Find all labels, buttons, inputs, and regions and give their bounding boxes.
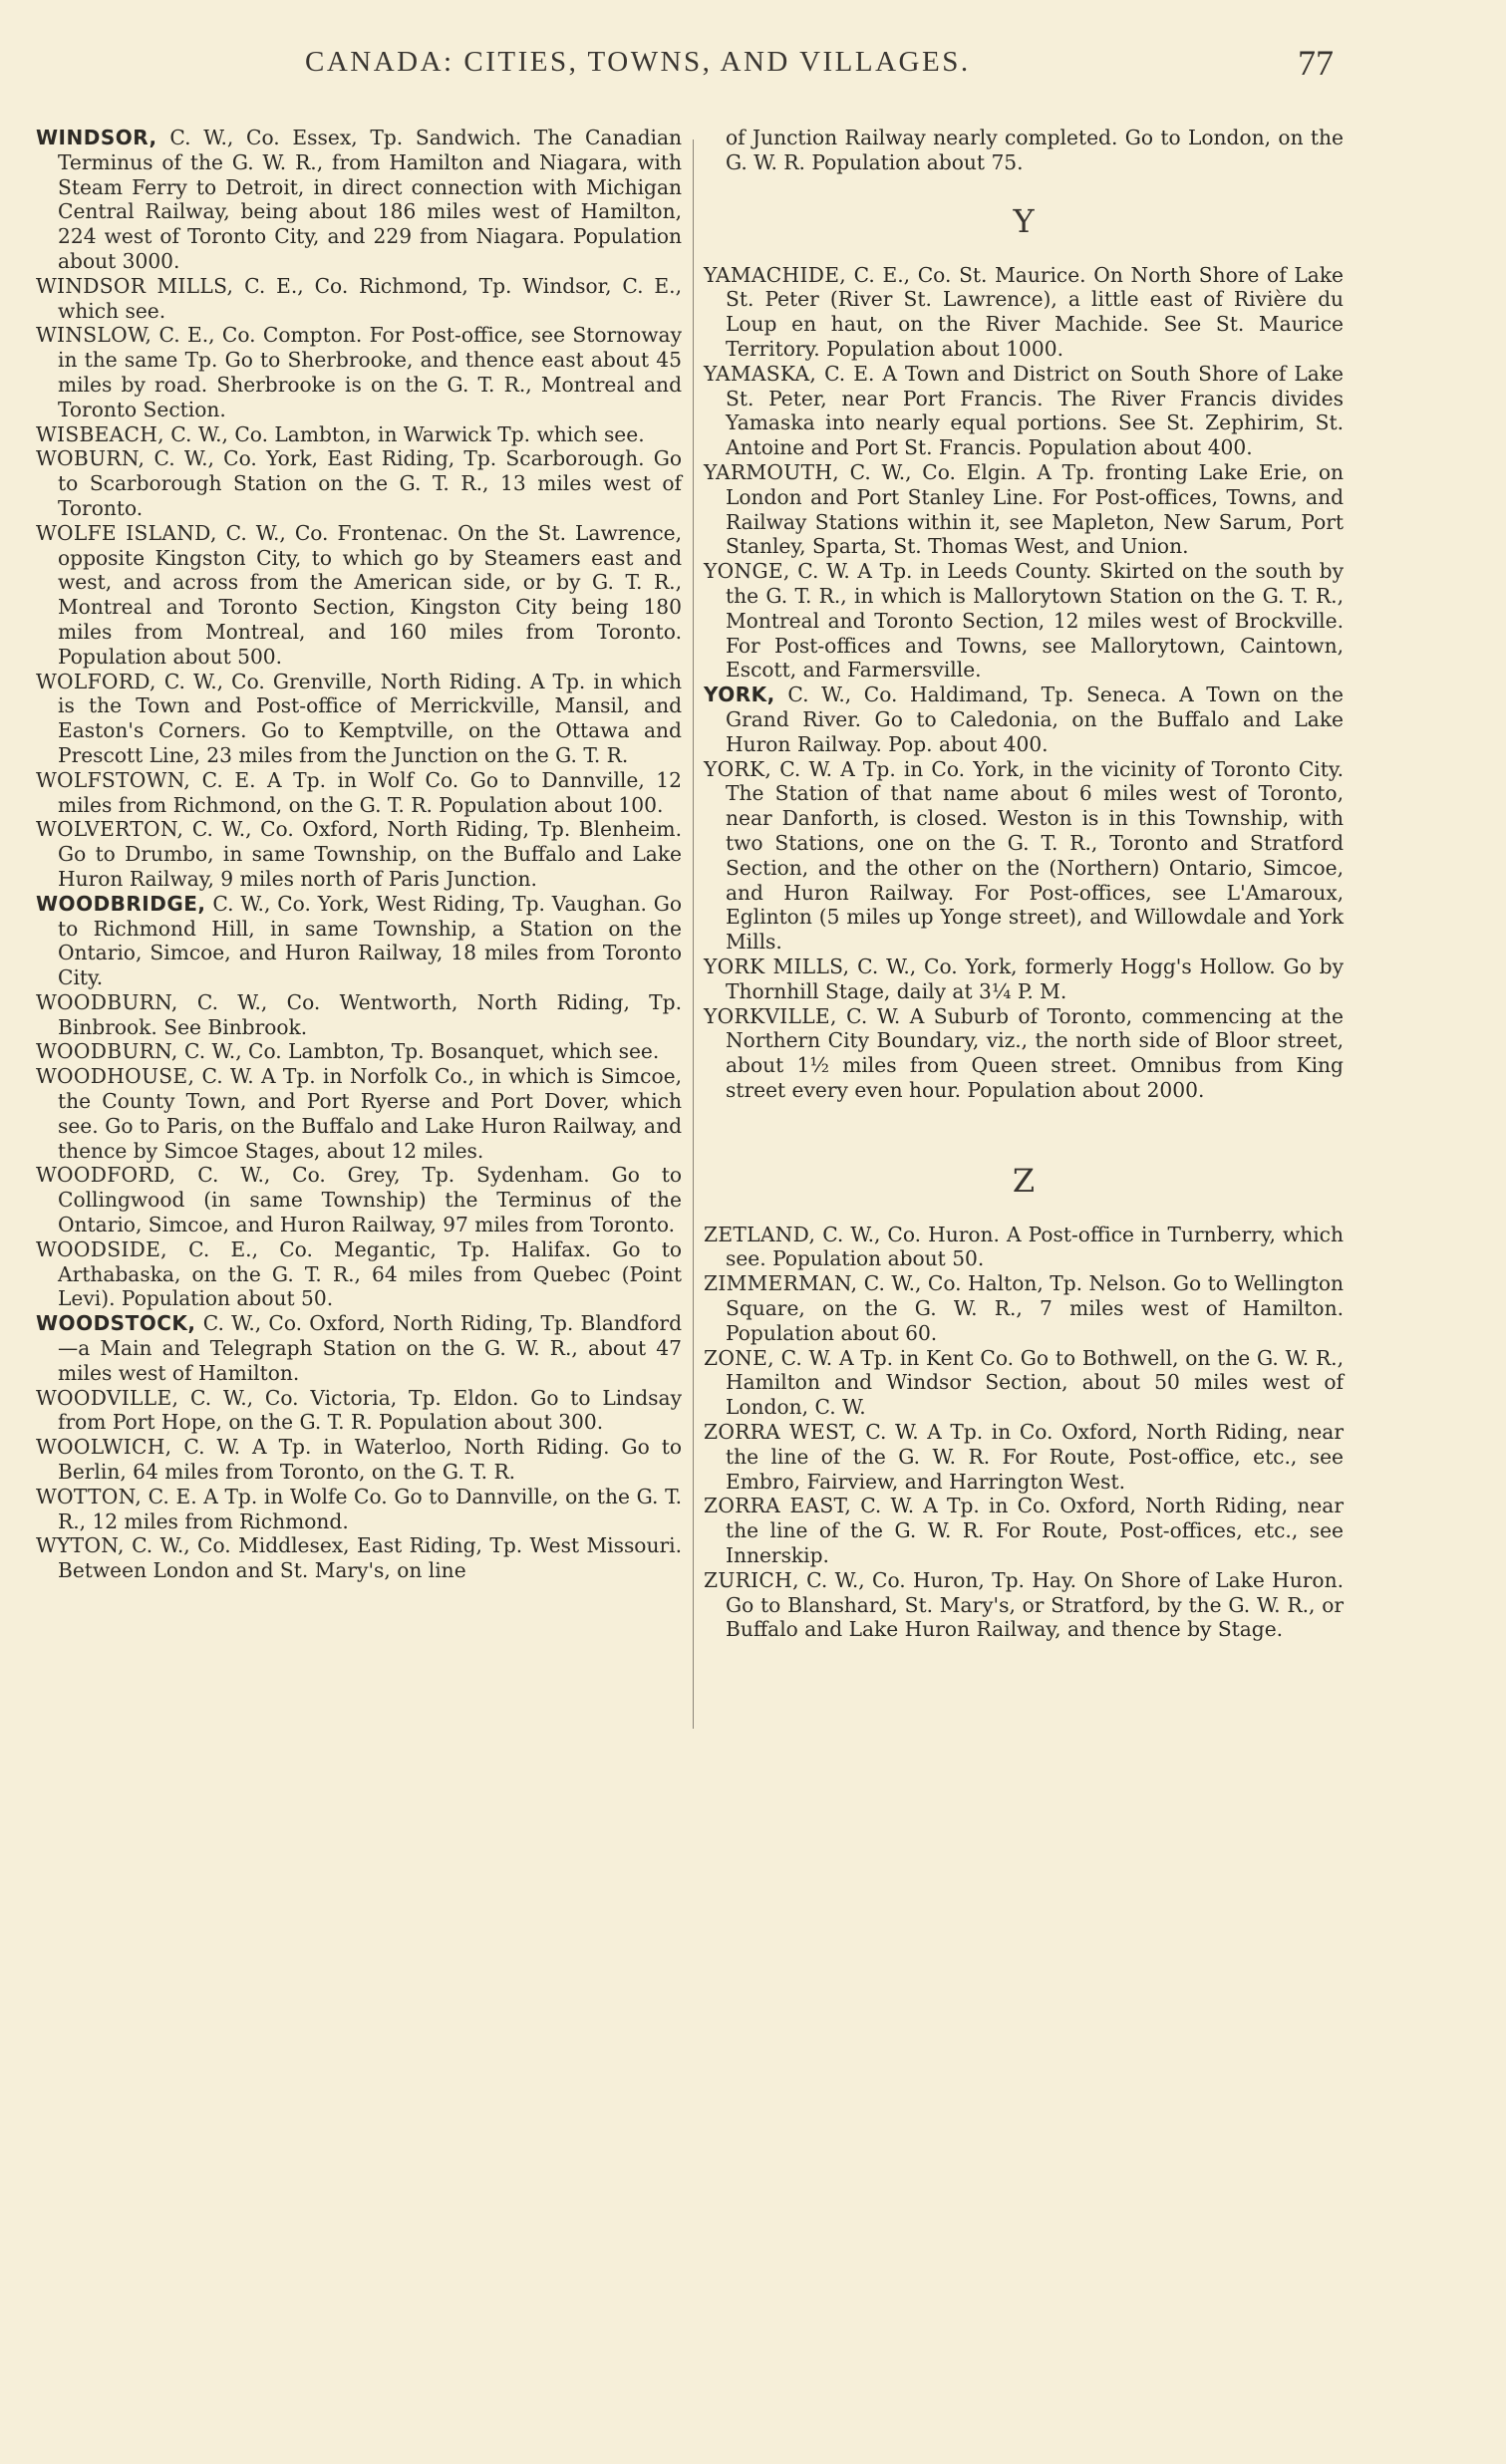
entry-text: C. W. A Tp. in Kent Co. Go to Bothwell, on the G. W. R., Hamilton and Windsor Section, about 50 miles west of London, C. W. bbox=[726, 1345, 1344, 1420]
z-entry-list bbox=[704, 1223, 1344, 1643]
entry-text: C. W. A Suburb of Toronto, commencing at the Northern City Boundary, viz., the north side of Bloor street, about 1½ miles from Queen street. Omnibus from King street every even hour. Population about 2000. bbox=[726, 1003, 1344, 1102]
entry-text: C. W., Co. Victoria, Tp. Eldon. Go to Lindsay from Port Hope, on the G. T. R. Population about 300. bbox=[58, 1385, 682, 1435]
gazetteer-entry bbox=[36, 1039, 682, 1064]
entry-text: C. W. A Tp. in Waterloo, North Riding. Go to Berlin, 64 miles from Toronto, on the G. T. R. bbox=[58, 1435, 682, 1485]
entry-name: YORK, bbox=[704, 683, 775, 707]
entry-name: YAMACHIDE, bbox=[704, 262, 846, 287]
entry-name: WOODBURN, bbox=[36, 989, 178, 1014]
entry-name: YARMOUTH, bbox=[704, 459, 839, 484]
entry-text: C. W., Co. York, East Riding, Tp. Scarborough. Go to Scarborough Station on the G. T. R., 13 miles west of Toronto. bbox=[58, 446, 682, 520]
gazetteer-entry bbox=[704, 362, 1344, 460]
entry-name: WISBEACH, bbox=[36, 421, 164, 446]
gazetteer-entry bbox=[704, 683, 1344, 756]
entry-name: YAMASKA, bbox=[704, 361, 817, 386]
left-column bbox=[36, 126, 682, 1583]
entry-text: C. E., Co. Compton. For Post-office, see Stornoway in the same Tp. Go to Sherbrooke, and thence east about 45 miles by road. Sherbrooke is on the G. T. R., Montreal and Toronto Section. bbox=[58, 323, 682, 421]
entry-text: C. W., Co. Grenville, North Riding. A Tp. in which is the Town and Post-office of Merrickville, Mansil, and Easton's Corners. Go to Kemptville, on the Ottawa and Prescott Line, 23 miles from the Junction on the G. T. R. bbox=[58, 669, 682, 767]
entry-name: WOODVILLE, bbox=[36, 1385, 179, 1410]
entry-text: C. W. A Tp. in Co. York, in the vicinity of Toronto City. The Station of that name about 6 miles west of Toronto, near Danforth, is closed. Weston is in this Township, with two Stations, one on the G. T. R., Toronto and Stratford Section, and the other on the (Northern) Ontario, Simcoe, and Huron Railway. For Post-offices, see L'Amaroux, Eglinton (5 miles up Yonge street), and Willowdale and York Mills. bbox=[726, 756, 1344, 955]
entry-text: C. E. A Town and District on South Shore of Lake St. Peter, near Port Francis. The River Francis divides Yamaska into nearly equal portions. See St. Zephirim, St. Antoine and Port St. Francis. Population about 400. bbox=[726, 361, 1344, 460]
gazetteer-entry bbox=[36, 446, 682, 520]
gazetteer-entry bbox=[704, 955, 1344, 1004]
entry-name: WOODHOUSE, bbox=[36, 1064, 195, 1089]
entry-text: C. E. A Tp. in Wolfe Co. Go to Dannville, on the G. T. R., 12 miles from Richmond. bbox=[58, 1484, 682, 1533]
entry-name: WOODSTOCK, bbox=[36, 1311, 196, 1336]
entry-text: C. W. A Tp. in Norfolk Co., in which is Simcoe, the County Town, and Port Ryerse and Port Dover, which see. Go to Paris, on the Buffalo and Lake Huron Railway, and thence by Simcoe Stages, about 12 miles. bbox=[58, 1064, 682, 1163]
entry-name: WOLVERTON, bbox=[36, 817, 184, 842]
page-number: 77 bbox=[1298, 43, 1334, 83]
gazetteer-entry bbox=[704, 757, 1344, 955]
gazetteer-entry bbox=[36, 670, 682, 768]
entry-text: C. W., Co. Wentworth, North Riding, Tp. Binbrook. See Binbrook. bbox=[58, 989, 682, 1039]
gazetteer-entry bbox=[36, 990, 682, 1040]
entry-name: WOODFORD, bbox=[36, 1163, 176, 1188]
entry-text: C. W., Co. Essex, Tp. Sandwich. The Canadian Terminus of the G. W. R., from Hamilton and Niagara, with Steam Ferry to Detroit, in direct connection with Michigan Central Railway, being about 186 miles west of Hamilton, 224 west of Toronto City, and 229 from Niagara. Population about 3000. bbox=[58, 126, 682, 273]
entry-name: WINDSOR, bbox=[36, 126, 157, 149]
entry-text: C. W. A Tp. in Leeds County. Skirted on the south by the G. T. R., in which is Mallorytown Station on the G. T. R., Montreal and Toronto Section, 12 miles west of Brockville. For Post-offices and Towns, see Mallorytown, Caintown, Escott, and Farmersville. bbox=[726, 559, 1344, 683]
entry-text: C. W. A Tp. in Co. Oxford, North Riding, near the line of the G. W. R. For Route, Post-offices, etc., see Innerskip. bbox=[726, 1494, 1344, 1568]
gazetteer-entry bbox=[704, 263, 1344, 362]
section-heading-y: Y bbox=[1013, 201, 1035, 240]
entry-name: WOODSIDE, bbox=[36, 1236, 167, 1261]
entry-name: WOODBURN, bbox=[36, 1039, 178, 1064]
gazetteer-entry bbox=[704, 1420, 1344, 1494]
entry-name: YONGE, bbox=[704, 559, 790, 584]
entry-name: WYTON, bbox=[36, 1533, 125, 1558]
entry-name: ZIMMERMAN, bbox=[704, 1271, 858, 1296]
entry-text: C. W., Co. Huron, Tp. Hay. On Shore of Lake Huron. Go to Blanshard, St. Mary's, or Stratford, by the G. W. R., or Buffalo and Lake Huron Railway, and thence by Stage. bbox=[726, 1567, 1344, 1642]
entry-name: YORK, bbox=[704, 756, 772, 781]
entry-name: ZONE, bbox=[704, 1345, 774, 1370]
gazetteer-entry bbox=[36, 274, 682, 324]
entry-text: C. E., Co. Richmond, Tp. Windsor, C. E., which see. bbox=[58, 273, 682, 323]
entry-name: WINSLOW, bbox=[36, 323, 152, 348]
entry-text: C. W., Co. York, formerly Hogg's Hollow. Go by Thornhill Stage, daily at 3¼ P. M. bbox=[726, 954, 1344, 1003]
gazetteer-entry bbox=[36, 1485, 682, 1534]
entry-name: WOLFORD, bbox=[36, 669, 156, 693]
entry-name: WOLFE ISLAND, bbox=[36, 520, 217, 545]
gazetteer-entry bbox=[36, 126, 682, 274]
gazetteer-entry bbox=[36, 1435, 682, 1485]
entry-name: ZETLAND, bbox=[704, 1222, 816, 1246]
entry-text: C. W., Co. Lambton, in Warwick Tp. which see. bbox=[163, 421, 645, 446]
gazetteer-entry bbox=[36, 892, 682, 990]
entry-text: C. E., Co. St. Maurice. On North Shore of Lake St. Peter (River St. Lawrence), a little east of Rivière du Loup en haut, on the River Machide. See St. Maurice Territory. Population about 1000. bbox=[726, 262, 1344, 361]
entry-text: C. W., Co. Frontenac. On the St. Lawrence, opposite Kingston City, to which go by Steamers east and west, and across from the American side, or by G. T. R., Montreal and Toronto Section, Kingston City being 180 miles from Montreal, and 160 miles from Toronto. Population about 500. bbox=[58, 520, 682, 669]
entry-name: WOOLWICH, bbox=[36, 1435, 172, 1460]
gazetteer-entry bbox=[36, 1386, 682, 1436]
entry-text: C. W., Co. Middlesex, East Riding, Tp. West Missouri. Between London and St. Mary's, on line bbox=[58, 1533, 682, 1583]
entry-text: C. E. A Tp. in Wolf Co. Go to Dannville, 12 miles from Richmond, on the G. T. R. Population about 100. bbox=[58, 767, 682, 817]
gazetteer-entry bbox=[704, 1346, 1344, 1420]
entry-name: ZORRA EAST, bbox=[704, 1494, 852, 1518]
entry-text: C. W., Co. Oxford, North Riding, Tp. Blandford—a Main and Telegraph Station on the G. W. R., about 47 miles west of Hamilton. bbox=[58, 1311, 682, 1385]
gazetteer-entry bbox=[704, 1004, 1344, 1103]
entry-name: YORK MILLS, bbox=[704, 954, 850, 978]
continuation-text: of Junction Railway nearly completed. Go to London, on the G. W. R. Population about 75. bbox=[726, 126, 1344, 174]
gazetteer-entry bbox=[36, 817, 682, 891]
gazetteer-entry bbox=[36, 1064, 682, 1163]
entry-text: C. W., Co. Haldimand, Tp. Seneca. A Town on the Grand River. Go to Caledonia, on the Buffalo and Lake Huron Railway. Pop. about 400. bbox=[726, 683, 1344, 756]
entry-name: WOTTON, bbox=[36, 1484, 143, 1508]
entry-text: C. W., Co. Grey, Tp. Sydenham. Go to Collingwood (in same Township) the Terminus of the Ontario, Simcoe, and Huron Railway, 97 miles from Toronto. bbox=[58, 1163, 682, 1237]
running-title: CANADA: CITIES, TOWNS, AND VILLAGES. bbox=[305, 46, 971, 78]
gazetteer-entry bbox=[36, 1237, 682, 1311]
gazetteer-entry bbox=[704, 1494, 1344, 1567]
gazetteer-entry bbox=[36, 1311, 682, 1385]
entry-name: ZURICH, bbox=[704, 1567, 799, 1592]
entry-text: C. W., Co. Lambton, Tp. Bosanquet, which see. bbox=[177, 1039, 660, 1064]
gazetteer-entry bbox=[704, 1223, 1344, 1272]
gazetteer-entry bbox=[36, 1533, 682, 1583]
section-heading-z: Z bbox=[1012, 1161, 1036, 1200]
gazetteer-entry bbox=[36, 768, 682, 818]
gazetteer-entry bbox=[704, 1568, 1344, 1642]
gazetteer-entry bbox=[704, 460, 1344, 559]
gazetteer-entry bbox=[36, 521, 682, 670]
entry-text: C. W., Co. York, West Riding, Tp. Vaughan. Go to Richmond Hill, in same Township, a Station on the Ontario, Simcoe, and Huron Railway, 18 miles from Toronto City. bbox=[58, 891, 682, 990]
entry-name: YORKVILLE, bbox=[704, 1003, 837, 1028]
entry-text: C. E., Co. Megantic, Tp. Halifax. Go to Arthabaska, on the G. T. R., 64 miles from Quebec (Point Levi). Population about 50. bbox=[58, 1236, 682, 1311]
entry-name: ZORRA WEST, bbox=[704, 1420, 857, 1445]
gazetteer-entry bbox=[36, 1163, 682, 1236]
gazetteer-entry bbox=[704, 559, 1344, 683]
right-column bbox=[704, 126, 1344, 1642]
entry-text: C. W., Co. Elgin. A Tp. fronting Lake Erie, on London and Port Stanley Line. For Post-offices, Towns, and Railway Stations within it, see Mapleton, New Sarum, Port Stanley, Sparta, St. Thomas West, and Union. bbox=[726, 459, 1344, 559]
entry-text: C. W., Co. Oxford, North Riding, Tp. Blenheim. Go to Drumbo, in same Township, on the Buffalo and Lake Huron Railway, 9 miles north of Paris Junction. bbox=[58, 817, 682, 891]
entry-name: WOLFSTOWN, bbox=[36, 767, 191, 792]
entry-name: WOBURN, bbox=[36, 446, 146, 471]
entry-text: C. W. A Tp. in Co. Oxford, North Riding, near the line of the G. W. R. For Route, Post-office, etc., see Embro, Fairview, and Harrington West. bbox=[726, 1420, 1344, 1494]
column-divider bbox=[693, 139, 694, 1729]
gazetteer-entry bbox=[704, 1271, 1344, 1345]
entry-text: C. W., Co. Halton, Tp. Nelson. Go to Wellington Square, on the G. W. R., 7 miles west of Hamilton. Population about 60. bbox=[726, 1271, 1344, 1345]
entry-name: WOODBRIDGE, bbox=[36, 891, 206, 916]
gazetteer-entry bbox=[36, 323, 682, 421]
page-header bbox=[0, 43, 1506, 96]
entry-text: C. W., Co. Huron. A Post-office in Turnberry, which see. Population about 50. bbox=[726, 1222, 1344, 1271]
entry-name: WINDSOR MILLS, bbox=[36, 273, 234, 298]
gazetteer-entry bbox=[36, 422, 682, 447]
y-entry-list bbox=[704, 263, 1344, 1103]
